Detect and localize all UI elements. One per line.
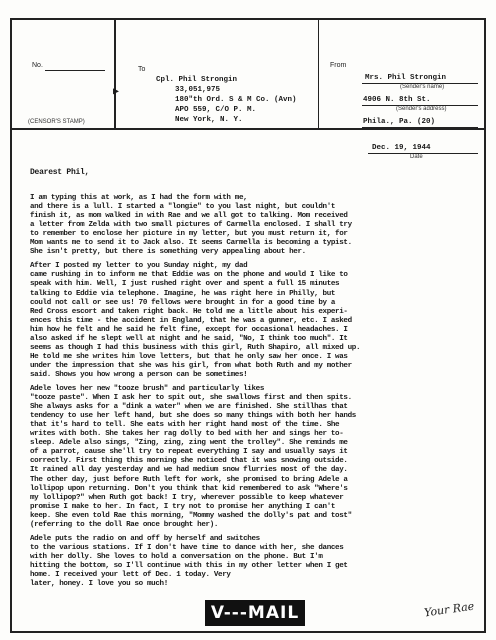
- date-line: [368, 153, 478, 154]
- salutation: Dearest Phil,: [30, 168, 90, 177]
- vmail-brand-label: V---MAIL: [205, 600, 305, 626]
- letter-line: It rained all day yesterday and we had medium snow flurries most of the day.: [30, 466, 348, 475]
- letter-line: home. I received your lett of Dec. 1 today. Very: [30, 571, 231, 579]
- sender-address-label: (Sender's address): [396, 106, 447, 112]
- letter-line: and there is a lull. I started a "longie" to you last night, but couldn't: [30, 203, 336, 212]
- letter-line: keep. She even told Rae this morning, "Mommy washed the dolly's pat and tost": [30, 511, 352, 520]
- sender-name-label: (Sender's name): [400, 84, 445, 90]
- to-line-1: Cpl. Phil Strongin: [156, 76, 238, 84]
- letter-line: finish it, as mom walked in with Rae and we all got to talking. Mom received: [30, 212, 348, 221]
- censor-divider: [114, 18, 116, 130]
- letter-line: Mom wants me to send it to Jack also. It seems Carmella is becoming a typist.: [30, 239, 352, 248]
- from-label: From: [330, 62, 347, 69]
- letter-line: a letter from Zelda with two small pictures of Carmella enclosed. I shall try: [30, 221, 352, 230]
- letter-line: to the various stations. If I don't have time to dance with her, she dances: [30, 543, 344, 552]
- letter-line: ences this time - the accident in England, that he was a gunner, etc. I asked: [30, 316, 352, 325]
- letter-line: talking to Eddie via telephone. Imagine, he was right here in Philly, but: [30, 289, 336, 298]
- signature: Your Rae: [423, 599, 476, 620]
- to-line-5: New York, N. Y.: [175, 116, 243, 124]
- from-divider: [318, 18, 319, 130]
- to-line-4: APO 559, C/O P. M.: [175, 106, 257, 114]
- letter-line: She isn't pretty, but there is something very appealing about her.: [30, 248, 306, 257]
- letter-line: hitting the bottom, so I'll continue with this in my other letter when I get: [30, 561, 348, 570]
- to-arrow-icon: ▶: [113, 87, 120, 98]
- letter-line: Adele puts the radio on and off by herself and switches: [30, 534, 260, 543]
- letter-line: sleep. Adele also sings, "Zing, zing, zing went the trolley". She reminds me: [30, 439, 348, 448]
- letter-line: my lollipop?" when Ruth got back! I try, wherever possible to keep whatever: [30, 493, 344, 502]
- sender-city-line: [362, 127, 478, 128]
- letter-line: seems as though I had this business with this girl, Ruth Shapiro, all mixed up.: [30, 343, 361, 352]
- to-label: To: [138, 66, 146, 73]
- letter-line: writes with both. She takes her rag dolly to bed with her and sings her to-: [30, 430, 344, 439]
- letter-line: of a parrot, cause she'll try to repeat everything I say and usually says it: [30, 448, 348, 457]
- letter-line: that it's hard to tell. She eats with her right hand most of the time. She: [30, 421, 340, 430]
- letter-line: said. Shows you how wrong a person can be sometimes!: [30, 370, 248, 379]
- sender-name: Mrs. Phil Strongin: [365, 74, 447, 82]
- letter-line: After I posted my letter to you Sunday night, my dad: [30, 262, 248, 271]
- letter-line: later, honey. I love you so much!: [30, 580, 168, 589]
- letter-line: The other day, just before Ruth left for work, she promised to bring Adele a: [30, 475, 348, 484]
- sender-address: 4906 N. 8th St.: [363, 96, 431, 104]
- letter-line: tendency to use her left hand, but she does so many things with both her hands: [30, 412, 356, 421]
- letter-line: could not call or see us! 70 fellows were brought in for a good time by a: [30, 298, 336, 307]
- no-line: [45, 70, 105, 71]
- letter-line: She always asks for a "dink a water" when we are finished. She stillhas that: [30, 403, 348, 412]
- letter-line: Red Cross escort and taken right back. He told me a little about his experi-: [30, 307, 348, 316]
- letter-date: Dec. 19, 1944: [372, 144, 431, 152]
- letter-line: with her dolly. She loves to hold a conversation on the phone. But I'm: [30, 552, 323, 561]
- letter-line: came rushing in to inform me that Eddie was on the phone and would I like to: [30, 271, 348, 280]
- letter-line: Adele loves her new "tooze brush" and particularly likes: [30, 385, 265, 393]
- letter-line: lollipop upon returning. Don't you think that kid remembered to ask "Where's: [30, 484, 348, 493]
- letter-line: also asked if he slept well at night and he said, "No, I think too much". It: [30, 334, 348, 343]
- letter-line: correctly. First thing this morning she noticed that it was snowing outside.: [30, 457, 348, 466]
- letter-line: (referring to the doll Rae once brought her).: [30, 520, 219, 529]
- letter-line: under the impression that she was his girl, from what both Ruth and my mother: [30, 361, 352, 370]
- no-label: No.: [32, 62, 43, 69]
- date-label: Date: [410, 154, 423, 160]
- to-line-3: 180"th Ord. S & M Co. (Avn): [175, 96, 297, 104]
- letter-line: speak with him. Well, I just rushed right over and spent a full 15 minutes: [30, 280, 340, 289]
- header-bottom-rule: [10, 128, 486, 130]
- letter-line: "tooze paste". When I ask her to spit out, she swallows first and then spits.: [30, 394, 352, 403]
- letter-line: to remember to enclose her picture in my letter, but you must return it, for: [30, 230, 348, 239]
- letter-line: I am typing this at work, as I had the form with me,: [30, 194, 248, 202]
- letter-line: him how he felt and he said he felt fine, except for occasional headaches. I: [30, 325, 348, 334]
- letter-line: promise I make to her. In fact, I try not to promise her anything I can't: [30, 502, 336, 511]
- censor-stamp-label: (CENSOR'S STAMP): [28, 119, 85, 125]
- to-line-2: 33,051,975: [175, 86, 221, 94]
- sender-city: Phila., Pa. (20): [363, 118, 436, 126]
- letter-line: He told me she writes him love letters, but that he only saw her once. I was: [30, 352, 348, 361]
